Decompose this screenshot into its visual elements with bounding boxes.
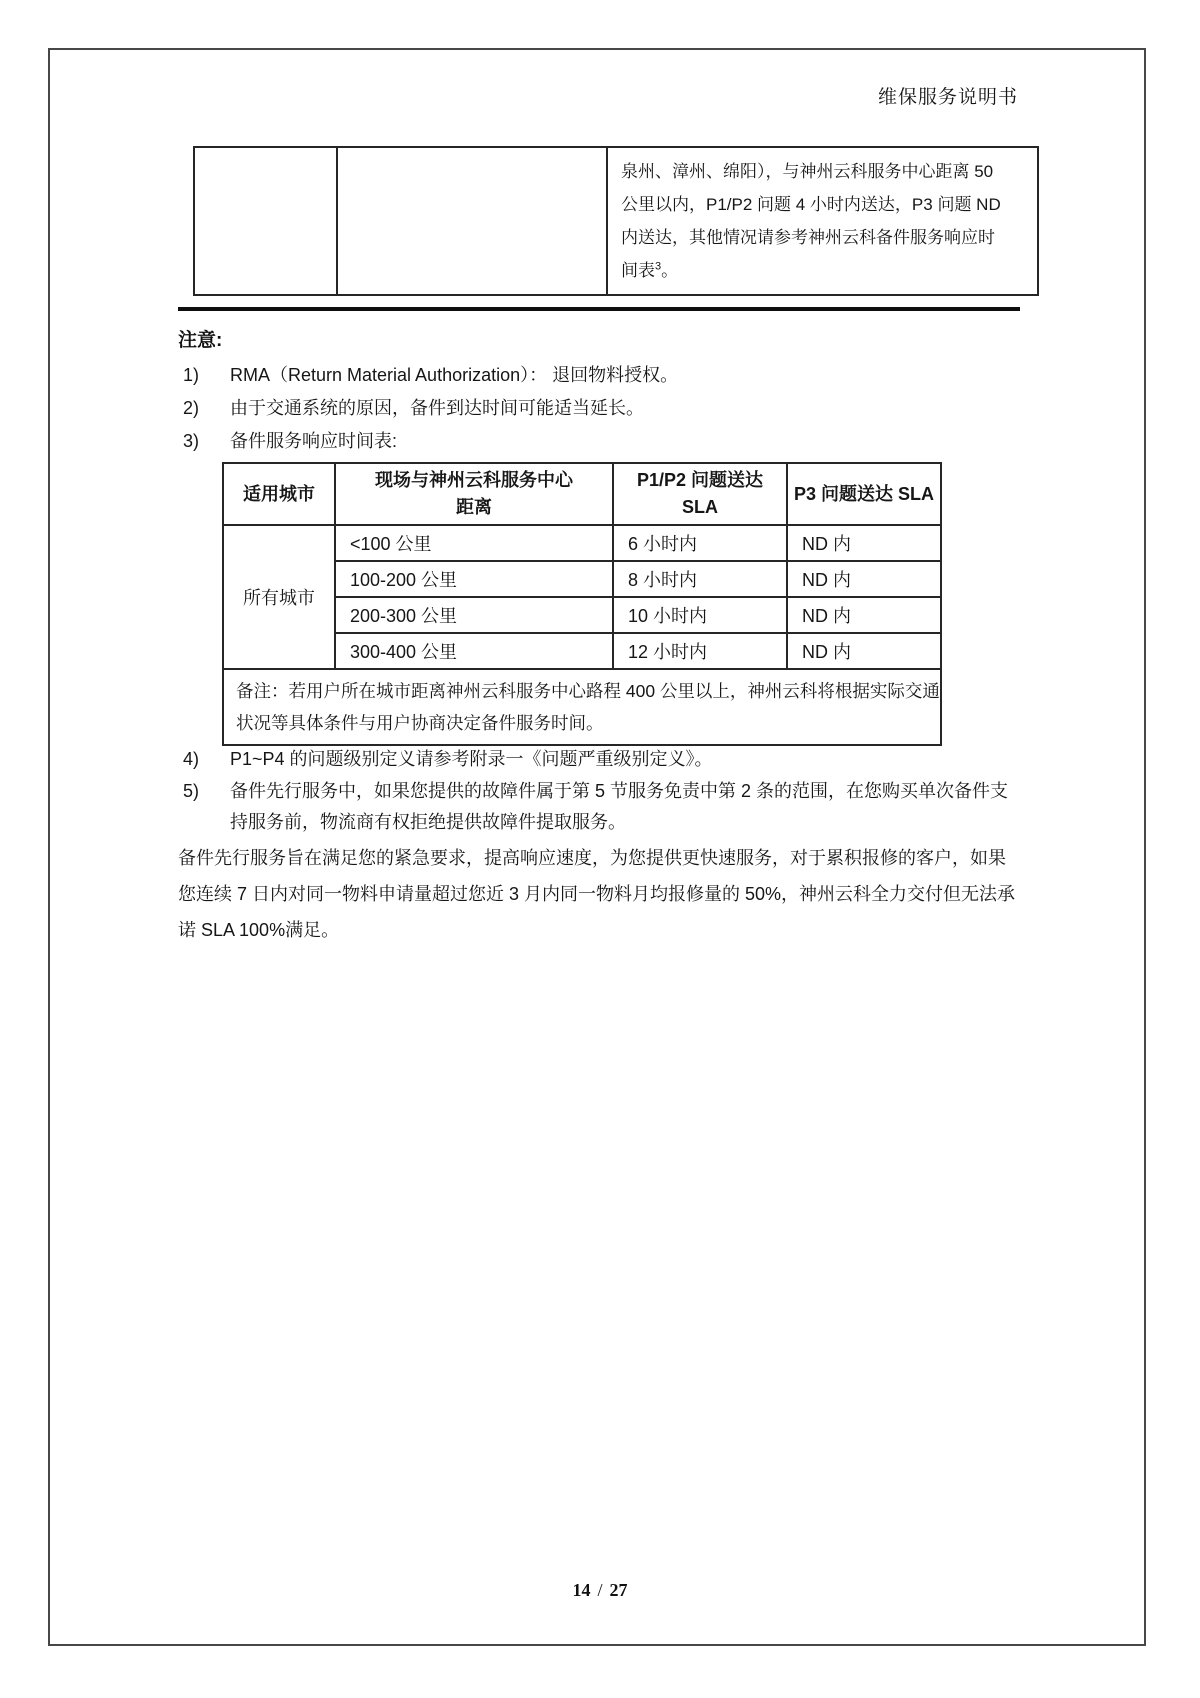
p3-sla-cell: ND 内 — [787, 597, 941, 633]
page-number: 14 — [572, 1580, 591, 1600]
page-footer — [0, 1580, 1200, 1601]
cell-text-line: 内送达，其他情况请参考神州云科备件服务响应时 — [621, 228, 995, 247]
note-line: 状况等具体条件与用户协商决定备件服务时间。 — [236, 713, 604, 733]
note-line: 备注：若用户所在城市距离神州云科服务中心路程 400 公里以上，神州云科将根据实际交通 — [236, 681, 940, 701]
distance-cell: <100 公里 — [335, 525, 613, 561]
cell-text-line: 泉州、漳州、绵阳），与神州云科服务中心距离 50 — [621, 162, 994, 181]
paragraph-line: 诺 SLA 100%满足。 — [178, 920, 340, 940]
cell-text: 间表 — [621, 261, 655, 280]
table-note-cell — [223, 669, 941, 745]
page-total: 27 — [609, 1580, 628, 1600]
notice-text: 由于交通系统的原因，备件到达时间可能适当延长。 — [230, 398, 644, 418]
notice-item-5 — [183, 776, 1030, 838]
continued-service-table — [193, 146, 1039, 296]
table-row — [194, 147, 1038, 295]
closing-paragraph — [178, 840, 1015, 948]
distance-cell: 200-300 公里 — [335, 597, 613, 633]
list-number: 2) — [183, 398, 200, 418]
empty-cell-2 — [337, 147, 607, 295]
cell-text-line: 公里以内，P1/P2 问题 4 小时内送达，P3 问题 ND — [621, 195, 1001, 214]
p12-sla-cell: 6 小时内 — [613, 525, 787, 561]
paragraph-line: 备件先行服务旨在满足您的紧急要求，提高响应速度，为您提供更快速服务，对于累积报修的客户，如果 — [178, 848, 1006, 868]
list-number: 5) — [183, 781, 200, 801]
empty-cell-1 — [194, 147, 337, 295]
notice-item-2 — [183, 393, 1030, 424]
list-number: 1) — [183, 365, 200, 385]
p3-sla-cell: ND 内 — [787, 525, 941, 561]
notice-text: 备件先行服务中，如果您提供的故障件属于第 5 节服务免责中第 2 条的范围，在您购买单次备件支 — [230, 781, 1009, 801]
cell-text-end: 。 — [661, 261, 679, 280]
list-number: 3) — [183, 431, 200, 451]
header-p3-sla: P3 问题送达 SLA — [787, 463, 941, 525]
list-number: 4) — [183, 749, 200, 769]
header-line: SLA — [682, 497, 718, 517]
header-line: P1/P2 问题送达 — [636, 470, 764, 490]
notice-text: P1~P4 的问题级别定义请参考附录一《问题严重级别定义》。 — [230, 749, 713, 769]
header-p12-sla — [613, 463, 787, 525]
cell-text-line — [621, 254, 1024, 287]
distance-cell: 300-400 公里 — [335, 633, 613, 669]
header-line: 现场与神州云科服务中心 — [375, 470, 573, 490]
note-row — [223, 669, 941, 745]
spare-parts-delivery-cell — [607, 147, 1038, 295]
header-row — [223, 463, 941, 525]
notice-text: RMA（Return Material Authorization）： 退回物料授权。 — [230, 365, 679, 385]
notice-heading: 注意: — [178, 330, 223, 351]
page-separator: / — [597, 1580, 603, 1600]
table-row — [223, 525, 941, 561]
p12-sla-cell: 10 小时内 — [613, 597, 787, 633]
document-title: 维保服务说明书 — [877, 87, 1018, 108]
distance-cell: 100-200 公里 — [335, 561, 613, 597]
header-line: 距离 — [456, 497, 492, 517]
footnote-ref-3: 3 — [655, 260, 662, 273]
header-distance — [335, 463, 613, 525]
city-cell: 所有城市 — [223, 525, 335, 669]
paragraph-line: 您连续 7 日内对同一物料申请量超过您近 3 月内同一物料月均报修量的 50%，神州云科全力交付但无法承 — [178, 884, 1016, 904]
notice-text: 备件服务响应时间表: — [230, 431, 398, 451]
p3-sla-cell: ND 内 — [787, 633, 941, 669]
sla-response-time-table — [222, 462, 942, 746]
header-city: 适用城市 — [223, 463, 335, 525]
notice-item-3 — [183, 426, 1030, 457]
notice-item-4 — [183, 744, 1030, 775]
notice-item-1 — [183, 360, 1030, 391]
p12-sla-cell: 8 小时内 — [613, 561, 787, 597]
p12-sla-cell: 12 小时内 — [613, 633, 787, 669]
section-divider-line — [178, 307, 1020, 311]
p3-sla-cell: ND 内 — [787, 561, 941, 597]
notice-text: 持服务前，物流商有权拒绝提供故障件提取服务。 — [230, 812, 626, 832]
